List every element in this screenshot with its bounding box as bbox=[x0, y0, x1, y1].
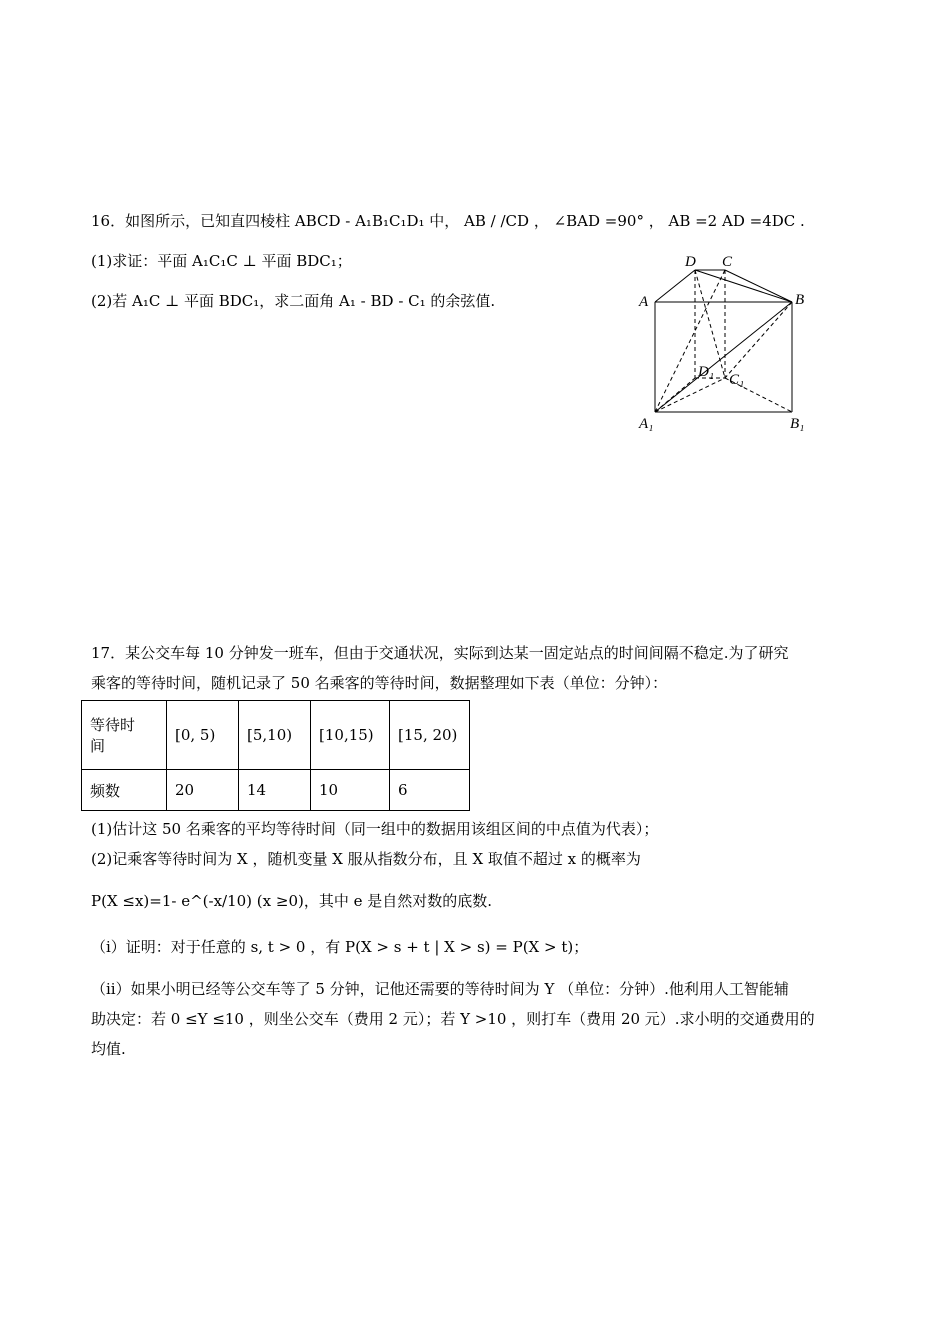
q16-statement: 16．如图所示，已知直四棱柱 ABCD - A₁B₁C₁D₁ 中， AB / /CD ， ∠BAD =90° ， AB =2 AD =4DC . bbox=[91, 212, 805, 230]
q17-intro-line1: 17．某公交车每 10 分钟发一班车，但由于交通状况，实际到达某一固定站点的时间间隔不稳定.为了研究 bbox=[91, 644, 789, 662]
interval-cell: [15, 20) bbox=[390, 701, 470, 770]
q16-part1: (1)求证：平面 A₁C₁C ⊥ 平面 BDC₁； bbox=[91, 252, 352, 270]
label-C1: C₁ bbox=[729, 372, 745, 388]
label-C: C bbox=[722, 254, 733, 270]
q17-sub2-line2: 助决定：若 0 ≤Y ≤10 ，则坐公交车（费用 2 元）；若 Y >10 ，则打车（费用 20 元）.求小明的交通费用的 bbox=[91, 1010, 815, 1028]
label-A: A bbox=[639, 294, 649, 310]
table-header-cell: 频数 bbox=[82, 770, 167, 811]
table-row bbox=[82, 701, 470, 770]
q17-sub2-line1: （ii）如果小明已经等公交车等了 5 分钟，记他还需要的等待时间为 Y （单位：分钟）.他利用人工智能辅 bbox=[91, 980, 789, 998]
label-D: D bbox=[685, 254, 696, 270]
table-header-cell bbox=[82, 701, 167, 770]
count-cell: 14 bbox=[239, 770, 311, 811]
q17-part2: (2)记乘客等待时间为 X ，随机变量 X 服从指数分布，且 X 取值不超过 x 的概率为 bbox=[91, 850, 641, 868]
header-text: 间 bbox=[90, 737, 106, 755]
interval-cell: [5,10) bbox=[239, 701, 311, 770]
q17-sub2-line3: 均值. bbox=[91, 1040, 126, 1058]
q16-part2: (2)若 A₁C ⊥ 平面 BDC₁，求二面角 A₁ - BD - C₁ 的余弦值. bbox=[91, 292, 496, 310]
q17-sub1: （i）证明：对于任意的 s, t > 0 ，有 P(X > s + t | X > s) = P(X > t)； bbox=[91, 938, 589, 956]
count-cell: 10 bbox=[311, 770, 390, 811]
label-A1: A₁ bbox=[639, 416, 654, 432]
q17-formula: P(X ≤x)=1- e^(-x/10) (x ≥0)，其中 e 是自然对数的底数. bbox=[91, 892, 493, 910]
table-row bbox=[82, 770, 470, 811]
label-B: B bbox=[795, 292, 805, 308]
interval-cell: [0, 5) bbox=[167, 701, 239, 770]
count-cell: 20 bbox=[167, 770, 239, 811]
prism-figure bbox=[630, 250, 820, 435]
header-text: 等待时 bbox=[90, 716, 136, 734]
frequency-table bbox=[81, 700, 470, 811]
q17-intro-line2: 乘客的等待时间，随机记录了 50 名乘客的等待时间，数据整理如下表（单位：分钟）： bbox=[91, 674, 668, 692]
label-B1: B₁ bbox=[790, 416, 805, 432]
interval-cell: [10,15) bbox=[311, 701, 390, 770]
q17-part1: (1)估计这 50 名乘客的平均等待时间（同一组中的数据用该组区间的中点值为代表）； bbox=[91, 820, 659, 838]
label-D1: D₁ bbox=[698, 364, 715, 380]
count-cell: 6 bbox=[390, 770, 470, 811]
